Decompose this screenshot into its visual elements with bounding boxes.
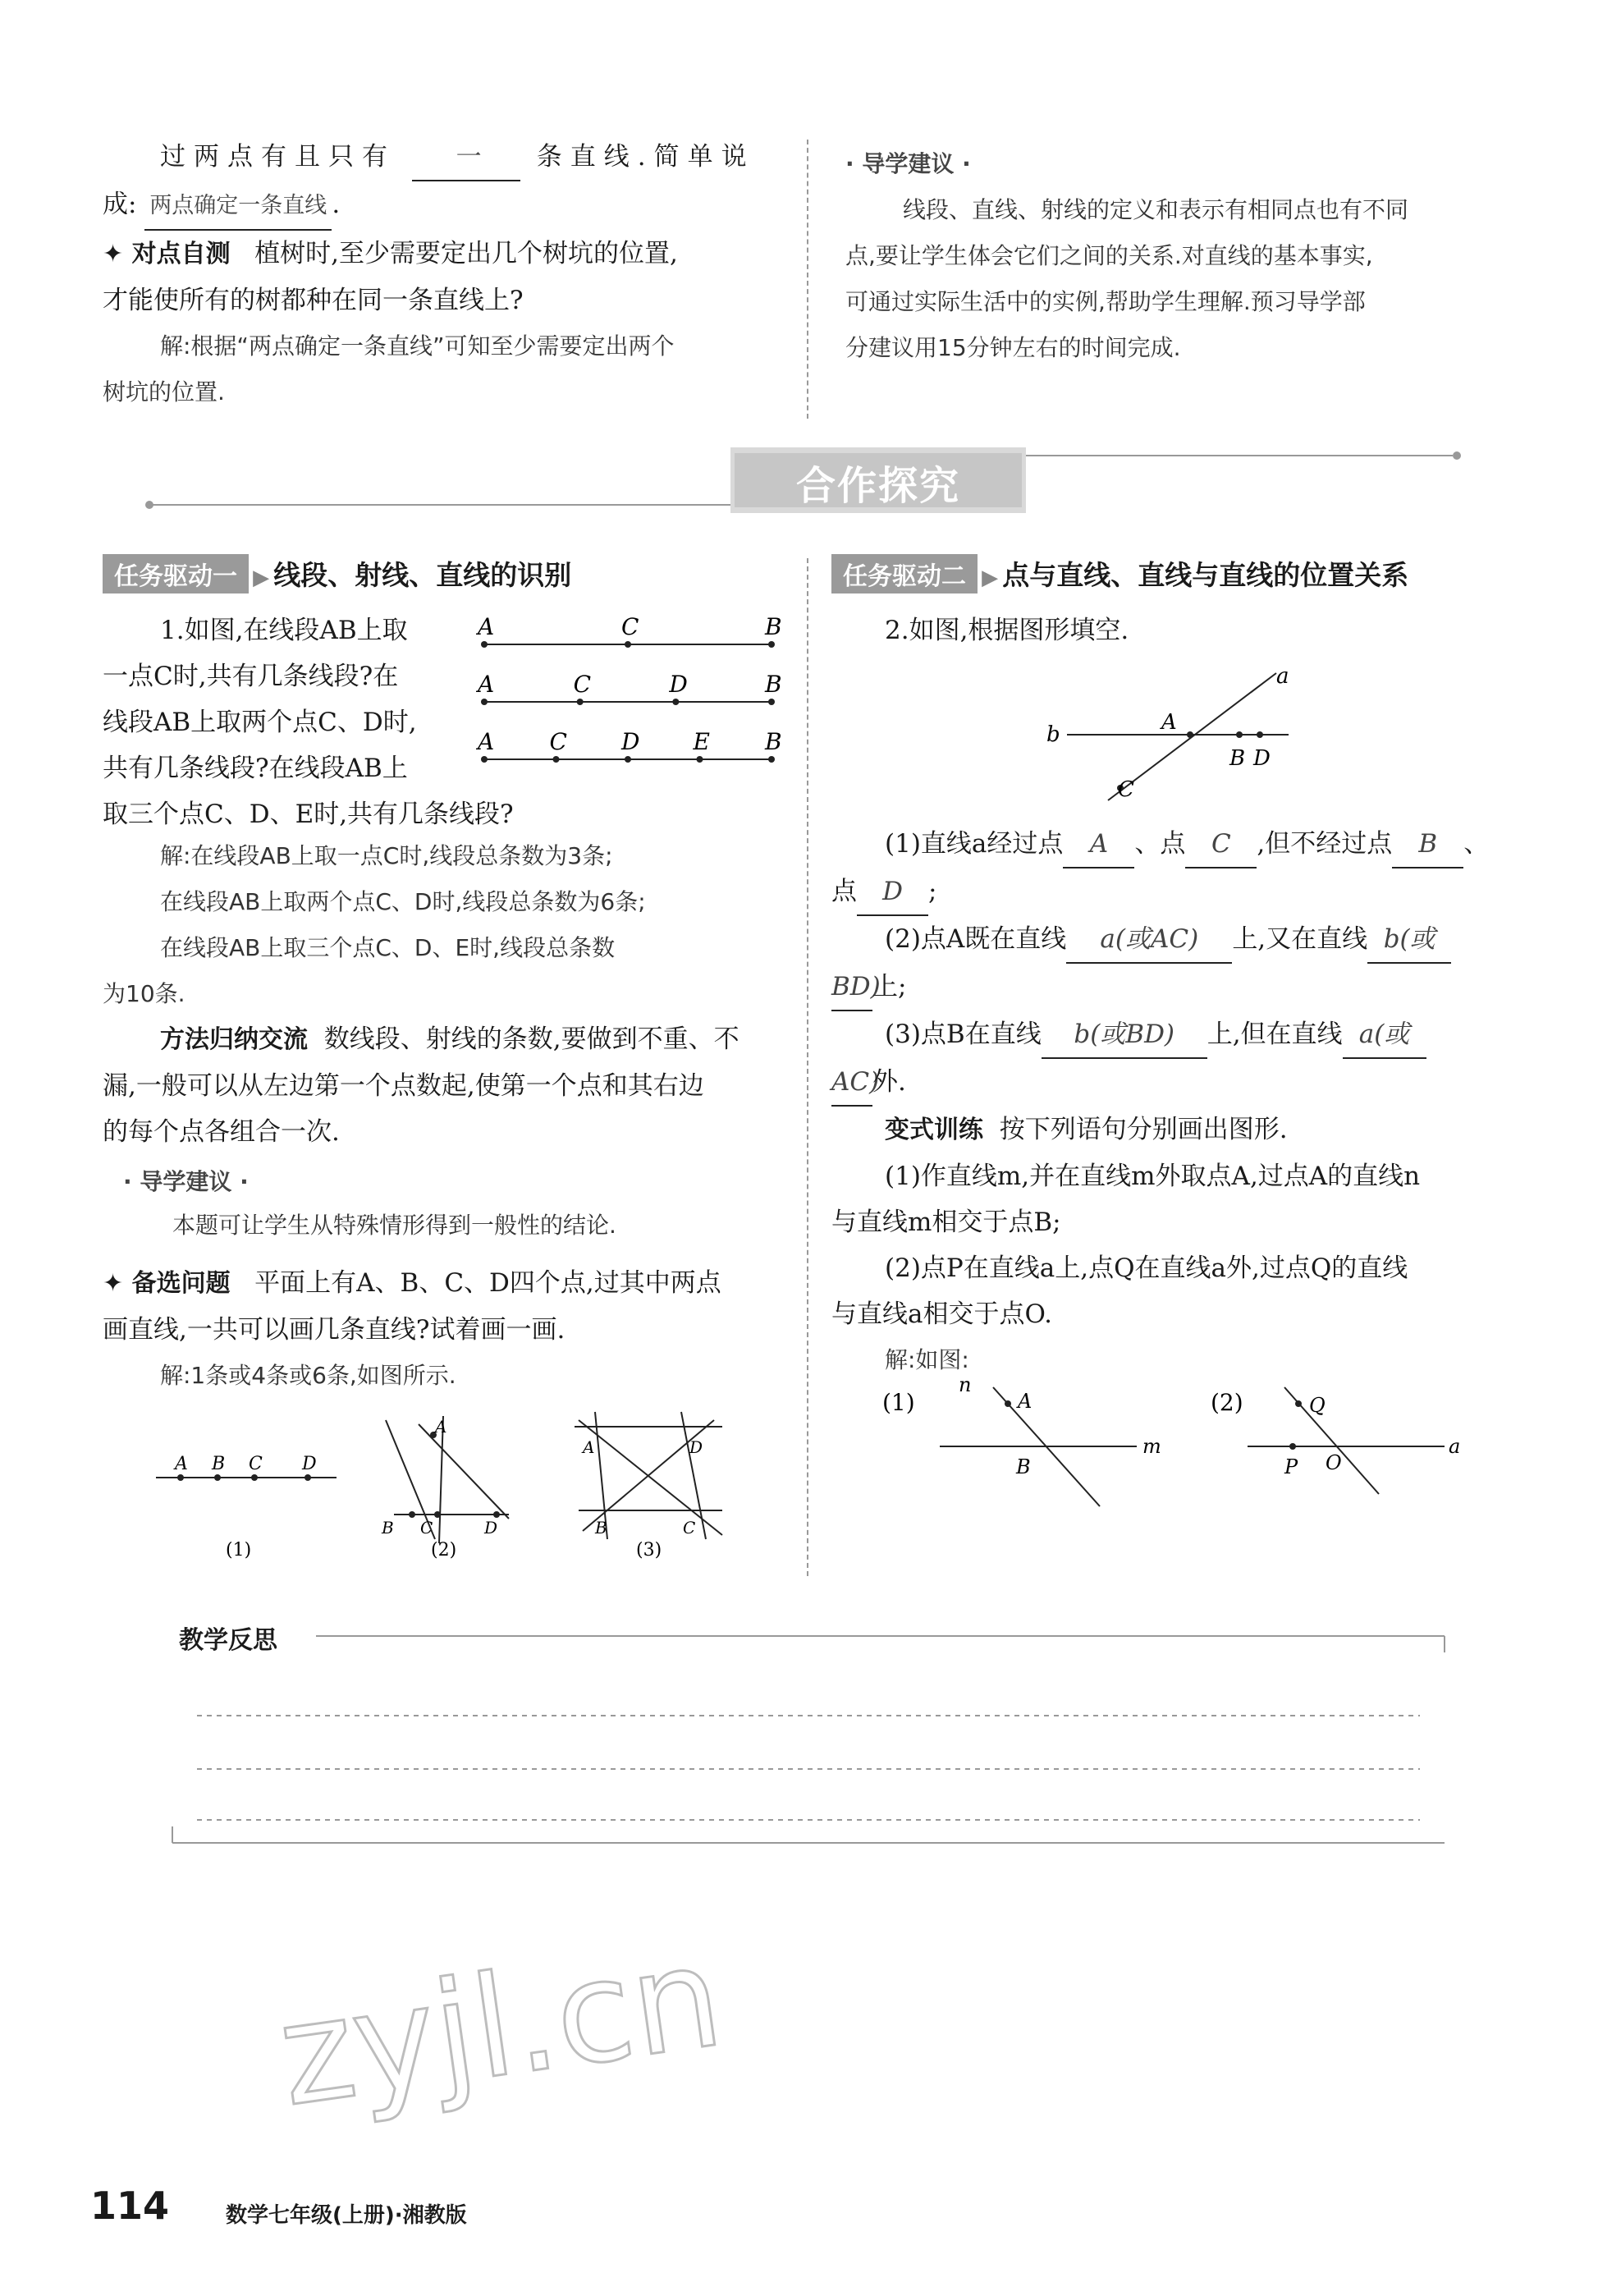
svg-text:P: P bbox=[1284, 1455, 1298, 1478]
task1-answer: 解:在线段AB上取一点C时,线段总条数为3条; 在线段AB上取两个点C、D时,线段总条数为6条; 在线段AB上取三个点C、D、E时,线段总条数 为10条. bbox=[103, 842, 646, 1007]
svg-text:b: b bbox=[1046, 722, 1060, 747]
segment-point-label: B bbox=[765, 671, 782, 698]
segment-point bbox=[553, 756, 560, 763]
definition-line-1: 过两点有且只有 一 条直线.简单说 bbox=[103, 134, 784, 181]
task2-tag: 任务驱动二 bbox=[831, 554, 978, 593]
blank-two-points: 两点确定一条直线 bbox=[144, 183, 332, 231]
svg-text:D: D bbox=[1253, 746, 1271, 771]
fill-in-1b: 点 D ; bbox=[831, 868, 1513, 916]
task1-question: 1.如图,在线段AB上取 一点C时,共有几条线段?在 线段AB上取两个点C、D时, 共有几条线段?在线段AB上 取三个点C、D、E时,共有几条线段? bbox=[103, 616, 514, 829]
svg-text:A: A bbox=[583, 1437, 595, 1457]
segment-point-label: C bbox=[549, 728, 567, 755]
guide-line-4: 分建议用15分钟左右的时间完成. bbox=[845, 334, 1181, 361]
svg-text:Q: Q bbox=[1309, 1394, 1326, 1417]
task2-question: 2.如图,根据图形填空. bbox=[885, 616, 1129, 645]
self-test-question: ✦ 对点自测 植树时,至少需要定出几个树坑的位置, bbox=[103, 239, 678, 268]
segment-point-label: B bbox=[765, 728, 782, 755]
book-title: 数学七年级(上册)·湘教版 bbox=[226, 2203, 467, 2228]
top-right-guide bbox=[845, 141, 1518, 371]
task1-header: 任务驱动一 ▶ 线段、射线、直线的识别 bbox=[103, 554, 571, 593]
segment-point bbox=[481, 756, 488, 763]
page-number: 114 bbox=[90, 2184, 170, 2228]
segment-point bbox=[768, 756, 775, 763]
blank-one: 一 bbox=[412, 134, 520, 181]
guide-label: · 导学建议 · bbox=[845, 150, 971, 177]
svg-text:B: B bbox=[382, 1518, 394, 1538]
method-summary: 方法归纳交流 数线段、射线的条数,要做到不重、不 漏,一般可以从左边第一个点数起,使第一个点和其右边 的每个点各组合一次. bbox=[103, 1024, 739, 1147]
reflection-label: 教学反思 bbox=[179, 1626, 277, 1655]
svg-text:C: C bbox=[420, 1518, 433, 1538]
svg-text:A: A bbox=[435, 1417, 447, 1437]
fill-in-3b: AC)外. bbox=[831, 1059, 1513, 1107]
alt-figure-1 bbox=[156, 1454, 337, 1560]
svg-text:B: B bbox=[1229, 746, 1246, 771]
svg-text:B: B bbox=[1016, 1455, 1031, 1478]
segment-point bbox=[625, 756, 631, 763]
task1-title: 线段、射线、直线的识别 bbox=[273, 559, 572, 591]
fill-in-2b: BD)上; bbox=[831, 964, 1513, 1011]
task1-tag: 任务驱动一 bbox=[103, 554, 249, 593]
svg-text:(1): (1) bbox=[882, 1389, 915, 1416]
guide-line-3: 可通过实际生活中的实例,帮助学生理解.预习导学部 bbox=[845, 288, 1366, 315]
svg-text:O: O bbox=[1326, 1451, 1342, 1474]
svg-text:D: D bbox=[484, 1518, 498, 1538]
alt-figure-caption-2: (2) bbox=[431, 1540, 457, 1560]
segment-point bbox=[481, 641, 488, 648]
alt-label: ✦ 备选问题 bbox=[103, 1269, 231, 1298]
svg-text:D: D bbox=[689, 1437, 703, 1457]
svg-text:B: B bbox=[212, 1454, 226, 1474]
segment-point bbox=[768, 699, 775, 705]
guide-line-2: 点,要让学生体会它们之间的关系.对直线的基本事实, bbox=[845, 242, 1373, 269]
segment-point bbox=[672, 699, 679, 705]
svg-text:A: A bbox=[175, 1454, 188, 1474]
segment-point-label: A bbox=[478, 671, 495, 698]
fill-in-3: (3)点B在直线 b(或BD) 上,但在直线 a(或 bbox=[831, 1011, 1513, 1059]
banner-title: 合作探究 bbox=[795, 463, 960, 509]
svg-text:B: B bbox=[595, 1518, 607, 1538]
self-test-answer-2: 树坑的位置. bbox=[103, 378, 225, 406]
segment-point-label: E bbox=[693, 728, 710, 755]
segment-point-label: A bbox=[478, 728, 495, 755]
svg-text:a: a bbox=[1449, 1435, 1461, 1458]
definition-line-2: 成: 两点确定一条直线 . bbox=[103, 181, 784, 231]
svg-text:C: C bbox=[683, 1518, 696, 1538]
alt-figure-3 bbox=[575, 1412, 722, 1560]
svg-text:m: m bbox=[1142, 1435, 1161, 1458]
task2-title: 点与直线、直线与直线的位置关系 bbox=[1002, 559, 1409, 591]
variant-question: 变式训练 按下列语句分别画出图形. bbox=[885, 1115, 1288, 1144]
svg-text:D: D bbox=[302, 1454, 317, 1474]
segment-point-label: D bbox=[669, 671, 688, 698]
column-divider bbox=[807, 558, 808, 1576]
segment-point bbox=[625, 641, 631, 648]
segment-point-label: D bbox=[621, 728, 640, 755]
segment-point bbox=[481, 699, 488, 705]
self-test-answer-1: 解:根据“两点确定一条直线”可知至少需要定出两个 bbox=[160, 332, 675, 360]
svg-text:(2): (2) bbox=[1211, 1389, 1243, 1416]
segments-figure bbox=[476, 607, 788, 780]
alt-figure-caption-1: (1) bbox=[226, 1540, 252, 1560]
svg-text:C: C bbox=[1118, 777, 1134, 802]
top-left-block bbox=[103, 134, 784, 415]
fill-in-2: (2)点A既在直线 a(或AC) 上,又在直线 b(或 bbox=[831, 916, 1513, 964]
svg-text:A: A bbox=[1161, 710, 1177, 735]
top-column-divider bbox=[807, 140, 808, 419]
task2-figure bbox=[1026, 657, 1330, 813]
reflection-box bbox=[164, 1629, 1453, 1851]
svg-text:C: C bbox=[249, 1454, 263, 1474]
method-label: 方法归纳交流 bbox=[160, 1025, 308, 1054]
segment-point bbox=[697, 756, 703, 763]
task2-header: 任务驱动二 ▶ 点与直线、直线与直线的位置关系 bbox=[831, 554, 1408, 593]
segment-point-label: C bbox=[621, 613, 639, 640]
alt-question: ✦ 备选问题 平面上有A、B、C、D四个点,过其中两点 画直线,一共可以画几条直线?试着画一画. 解:1条或4条或6条,如图所示. bbox=[103, 1268, 721, 1389]
svg-text:a: a bbox=[1276, 664, 1289, 689]
watermark: zyjl.cn bbox=[269, 1915, 731, 2138]
svg-text:n: n bbox=[959, 1373, 972, 1396]
guide-line-1: 线段、直线、射线的定义和表示有相同点也有不同 bbox=[903, 196, 1409, 223]
self-test-question-2: 才能使所有的树都种在同一条直线上? bbox=[103, 286, 524, 315]
task1-guide: · 导学建议 · 本题可让学生从特殊情形得到一般性的结论. bbox=[123, 1168, 616, 1239]
segment-point bbox=[768, 641, 775, 648]
self-test-label: ✦ 对点自测 bbox=[103, 240, 231, 268]
segment-point-label: C bbox=[573, 671, 592, 698]
segment-point bbox=[577, 699, 584, 705]
fill-in-1: (1)直线a经过点 A 、点 C ,但不经过点 B 、 bbox=[831, 821, 1513, 868]
segment-point-label: A bbox=[478, 613, 495, 640]
alt-figures bbox=[148, 1395, 739, 1568]
variant-figures bbox=[870, 1371, 1494, 1519]
task2-fill-ins: (1)直线a经过点 A 、点 C ,但不经过点 B 、 点 D ; (2)点A既在直线 a(或AC) 上,又在直线 b(或 BD)上; (3)点B在直线 b(或BD) 上,但在直线 a(或 AC)外. 变式训练 按下列语句分别画出图形. (1)作直线m,并在直线m外取点A,过点A的直线n 与直线m相交于点B; (2)点P在直线a上,点Q在直线a外,过点Q的直线 与直线a相交于点O. 解:如图: bbox=[831, 821, 1513, 1383]
alt-figure-2 bbox=[381, 1416, 509, 1560]
segment-point-label: B bbox=[765, 613, 782, 640]
alt-figure-caption-3: (3) bbox=[636, 1540, 662, 1560]
svg-text:A: A bbox=[1018, 1390, 1033, 1413]
